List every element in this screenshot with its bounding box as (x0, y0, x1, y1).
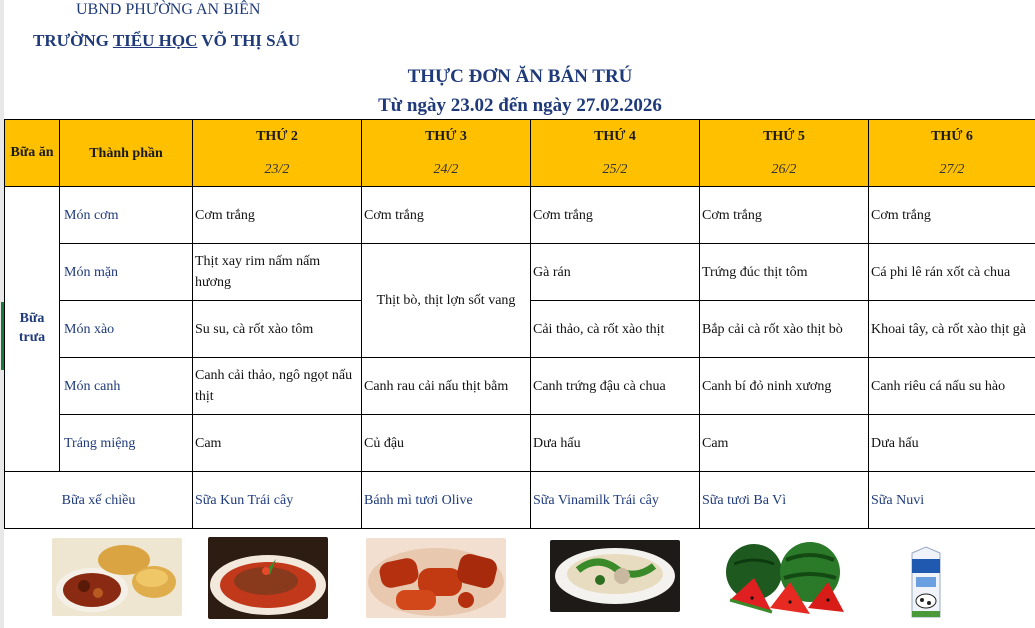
noodle-soup-image (550, 540, 680, 612)
watermelon-image (724, 538, 846, 618)
category-soup: Món canh (60, 358, 193, 415)
rice-thu: Cơm trắng (700, 187, 869, 244)
day-header-thu: THỨ 5 (700, 120, 869, 154)
lunch-label: Bữa trưa (5, 187, 60, 472)
dessert-tue: Củ đậu (362, 415, 531, 472)
main-stirfry-tue: Thịt bò, thịt lợn sốt vang (362, 244, 531, 358)
rice-wed: Cơm trắng (531, 187, 700, 244)
rice-tue: Cơm trắng (362, 187, 531, 244)
school-prefix: TRƯỜNG (33, 31, 113, 50)
menu-table (4, 119, 1035, 529)
snack-tue: Bánh mì tươi Olive (362, 472, 531, 529)
fish-tomato-image (208, 537, 328, 619)
row-snack (5, 472, 1035, 529)
rice-fri: Cơm trắng (869, 187, 1035, 244)
day-header-tue: THỨ 3 (362, 120, 531, 154)
date-mon: 23/2 (193, 154, 362, 187)
day-header-mon: THỨ 2 (193, 120, 362, 154)
stirfry-fri: Khoai tây, cà rốt xào thịt gà (869, 301, 1035, 358)
row-rice (5, 187, 1035, 244)
food-photos (0, 529, 1035, 628)
main-wed: Gà rán (531, 244, 700, 301)
dessert-mon: Cam (193, 415, 362, 472)
stirfry-mon: Su su, cà rốt xào tôm (193, 301, 362, 358)
dessert-wed: Dưa hấu (531, 415, 700, 472)
snack-mon: Sữa Kun Trái cây (193, 472, 362, 529)
date-fri: 27/2 (869, 154, 1035, 187)
day-header-wed: THỨ 4 (531, 120, 700, 154)
day-header-fri: THỨ 6 (869, 120, 1035, 154)
school-type: TIỂU HỌC (112, 31, 198, 50)
soup-tue: Canh rau cải nấu thịt bằm (362, 358, 531, 415)
soup-thu: Canh bí đỏ ninh xương (700, 358, 869, 415)
school-suffix: VÕ THỊ SÁU (197, 31, 301, 50)
menu-date-range: Từ ngày 23.02 đến ngày 27.02.2026 (378, 95, 662, 116)
soup-wed: Canh trứng đậu cà chua (531, 358, 700, 415)
snack-thu: Sữa tươi Ba Vì (700, 472, 869, 529)
dessert-thu: Cam (700, 415, 869, 472)
row-main (5, 244, 1035, 301)
bread-stew-image (52, 538, 182, 616)
main-mon: Thịt xay rim nấm nấm hương (193, 244, 362, 301)
stirfry-thu: Bắp cải cà rốt xào thịt bò (700, 301, 869, 358)
header-row-days (5, 120, 1035, 154)
category-dessert: Tráng miệng (60, 415, 193, 472)
org-name: UBND PHƯỜNG AN BIÊN (76, 1, 261, 18)
snack-fri: Sữa Nuvi (869, 472, 1035, 529)
main-fri: Cá phi lê rán xốt cà chua (869, 244, 1035, 301)
snack-label: Bữa xế chiều (5, 472, 193, 529)
meal-header: Bữa ăn (5, 120, 60, 187)
dessert-fri: Dưa hấu (869, 415, 1035, 472)
component-header: Thành phần (60, 120, 193, 187)
category-main: Món mặn (60, 244, 193, 301)
school-name (33, 31, 300, 51)
soup-mon: Canh cải thảo, ngô ngọt nấu thịt (193, 358, 362, 415)
date-wed: 25/2 (531, 154, 700, 187)
category-rice: Món cơm (60, 187, 193, 244)
row-dessert (5, 415, 1035, 472)
category-stirfry: Món xào (60, 301, 193, 358)
braised-ribs-image (366, 538, 506, 618)
row-soup (5, 358, 1035, 415)
soup-fri: Canh riêu cá nấu su hào (869, 358, 1035, 415)
date-tue: 24/2 (362, 154, 531, 187)
rice-mon: Cơm trắng (193, 187, 362, 244)
stirfry-wed: Cải thảo, cà rốt xào thịt (531, 301, 700, 358)
menu-title: THỰC ĐƠN ĂN BÁN TRÚ (407, 66, 633, 87)
main-thu: Trứng đúc thịt tôm (700, 244, 869, 301)
snack-wed: Sữa Vinamilk Trái cây (531, 472, 700, 529)
milk-carton-image (906, 545, 946, 619)
date-thu: 26/2 (700, 154, 869, 187)
